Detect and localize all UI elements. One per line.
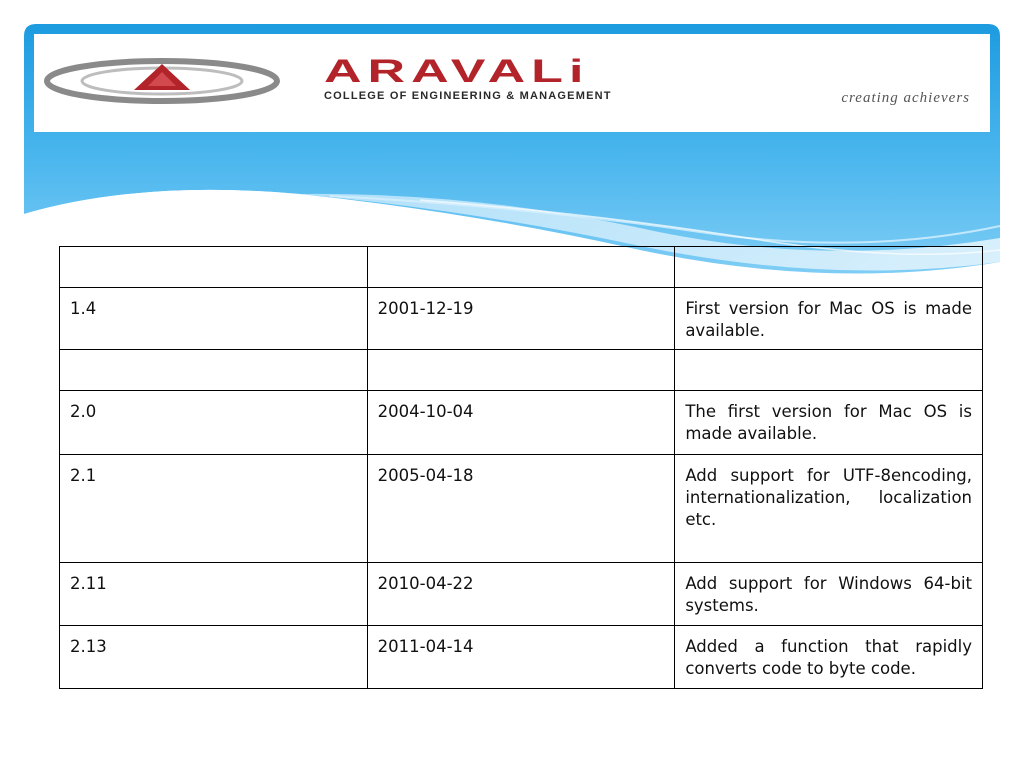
table-row <box>60 288 983 350</box>
date-cell: 2005-04-18 <box>367 455 675 563</box>
version-cell: 1.4 <box>60 288 368 350</box>
date-cell: 2001-12-19 <box>367 288 675 350</box>
logo-wordmark: ARAVALi <box>324 53 590 90</box>
table-row <box>60 350 983 391</box>
version-cell: 2.1 <box>60 455 368 563</box>
logo-panel <box>34 34 990 132</box>
description-cell: Added a function that rapidly converts code to byte code. <box>675 626 983 689</box>
version-cell: 2.13 <box>60 626 368 689</box>
table-row <box>60 247 983 288</box>
version-cell <box>60 247 368 288</box>
table-row <box>60 626 983 689</box>
description-cell: The first version for Mac OS is made available. <box>675 391 983 455</box>
version-cell: 2.0 <box>60 391 368 455</box>
table-row <box>60 391 983 455</box>
date-cell <box>367 247 675 288</box>
version-history-table <box>59 246 983 689</box>
description-cell <box>675 350 983 391</box>
aravali-emblem-icon <box>42 56 302 106</box>
date-cell: 2010-04-22 <box>367 563 675 626</box>
date-cell: 2011-04-14 <box>367 626 675 689</box>
table-row <box>60 563 983 626</box>
logo-subtitle: COLLEGE OF ENGINEERING & MANAGEMENT <box>324 90 612 102</box>
version-cell <box>60 350 368 391</box>
description-cell: Add support for UTF-8encoding, internationalization, localization etc. <box>675 455 983 563</box>
description-cell: First version for Mac OS is made available. <box>675 288 983 350</box>
table-row <box>60 455 983 563</box>
description-cell <box>675 247 983 288</box>
description-cell: Add support for Windows 64-bit systems. <box>675 563 983 626</box>
version-cell: 2.11 <box>60 563 368 626</box>
logo-tagline: creating achievers <box>841 90 970 106</box>
date-cell <box>367 350 675 391</box>
date-cell: 2004-10-04 <box>367 391 675 455</box>
